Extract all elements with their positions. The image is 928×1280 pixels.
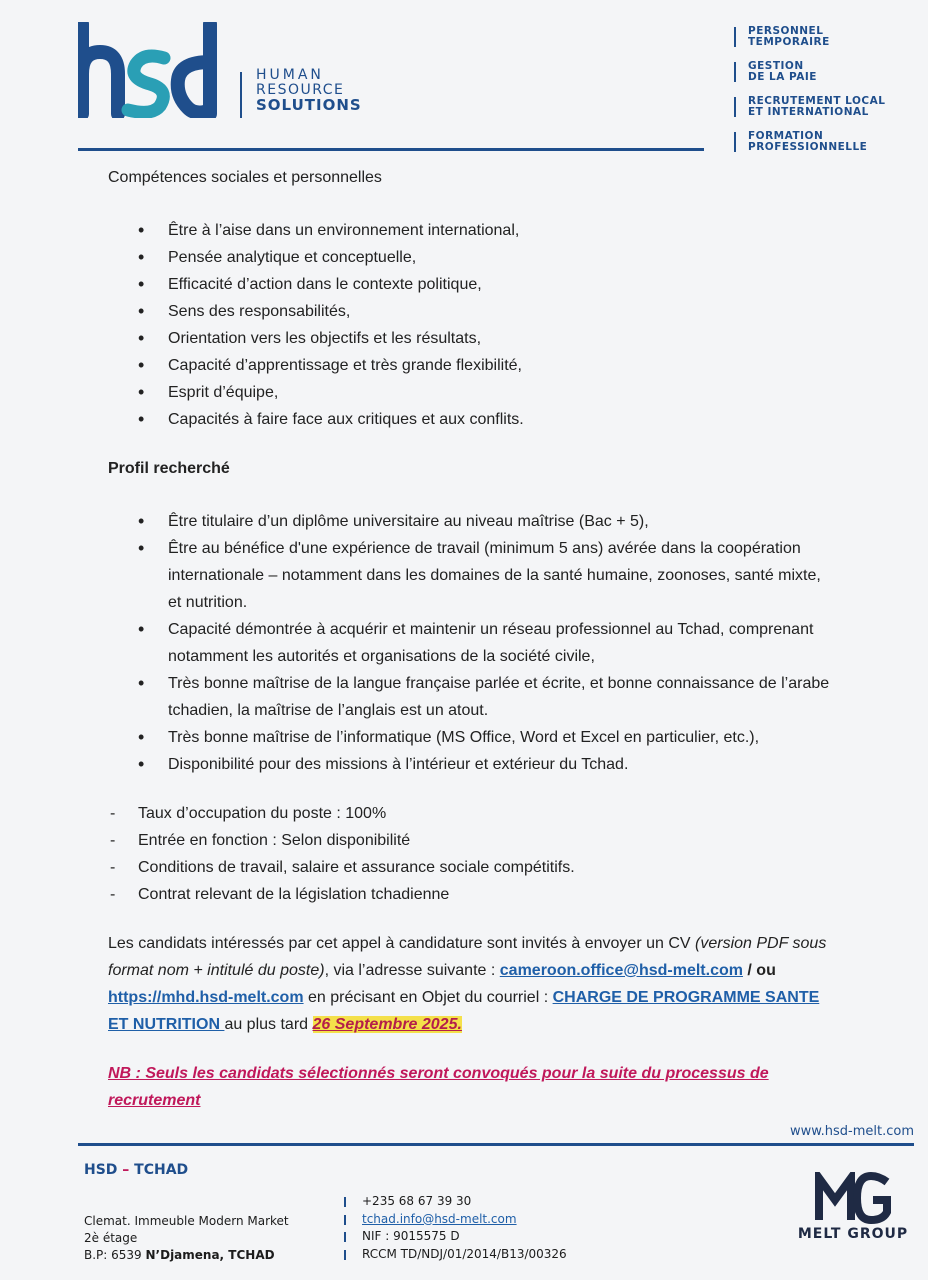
application-url-link[interactable]: https://mhd.hsd-melt.com [108,989,304,1006]
melt-mg-icon [813,1172,893,1224]
address-bp: B.P: 6539 [84,1248,146,1262]
service-recrutement [734,96,914,118]
profil-item: • Très bonne maîtrise de l’informatique (MS Office, Word et Excel en particulier, etc.), [108,724,838,751]
office-name: HSD [84,1162,118,1178]
website-link[interactable]: www.hsd-melt.com [789,1124,914,1139]
services-list [734,26,914,166]
spacer [108,482,838,508]
application-text: au plus tard [224,1016,313,1033]
application-subject: CHARGE DE PROGRAMME SANTE ET NUTRITION [108,989,820,1033]
nb-notice: NB : Seuls les candidats sélectionnés seront convoqués pour la suite du processus de recrutement [108,1065,769,1109]
brand-line-solutions: SOLUTIONS [256,96,362,114]
competences-list [108,217,838,433]
contact-nif: NIF : 9015575 D [344,1228,567,1246]
condition-item: - Taux d’occupation du poste : 100% [108,800,838,827]
melt-group-logo [788,1172,918,1242]
spacer [108,191,838,217]
footer-contacts [344,1193,567,1263]
hsd-logo [78,22,218,118]
profil-title: Profil recherché [108,460,230,477]
logo-separator [240,72,242,118]
service-personnel-temporaire [734,26,914,48]
address-line: Clemat. Immeuble Modern Market [84,1214,289,1228]
spacer [108,908,838,930]
competence-item: • Capacité d’apprentissage et très grande flexibilité, [108,352,838,379]
service-line: FORMATION [748,130,824,142]
contact-rccm: RCCM TD/NDJ/01/2014/B13/00326 [344,1246,567,1264]
service-line: DE LA PAIE [748,71,817,83]
footer-address [84,1213,289,1264]
service-line: PERSONNEL [748,25,824,37]
condition-item: - Conditions de travail, salaire et assurance sociale compétitifs. [108,854,838,881]
service-line: TEMPORAIRE [748,36,830,48]
competence-item: • Sens des responsabilités, [108,298,838,325]
service-line: GESTION [748,60,804,72]
brand-name [256,68,362,113]
condition-item: - Contrat relevant de la législation tchadienne [108,881,838,908]
service-line: RECRUTEMENT LOCAL [748,95,886,107]
competence-item: • Être à l’aise dans un environnement international, [108,217,838,244]
office-separator: – [117,1162,135,1178]
profil-item: • Capacité démontrée à acquérir et maintenir un réseau professionnel au Tchad, comprenant notamment les autorités et organisations de la société civile, [108,616,838,670]
service-line: PROFESSIONNELLE [748,141,868,153]
profil-list [108,508,838,778]
office-country: TCHAD [134,1162,189,1178]
profil-item: • Être au bénéfice d'une expérience de travail (minimum 5 ans) avérée dans la coopération internationale – notamment dans les domaines de la santé humaine, zoonoses, santé mixte, et nutrition. [108,535,838,616]
spacer [108,1038,838,1060]
application-format-note: (version PDF sous format nom + intitulé du poste) [108,935,827,979]
application-email-link[interactable]: cameroon.office@hsd-melt.com [499,962,743,979]
application-paragraph [108,930,838,1038]
application-text: , via l’adresse suivante : [324,962,500,979]
melt-group-name: MELT GROUP [797,1226,909,1242]
letter-body [108,164,838,1114]
header-rule [78,148,704,151]
competence-item: • Pensée analytique et conceptuelle, [108,244,838,271]
spacer [108,778,838,800]
brand-line-human: HUMAN [256,67,324,83]
conditions-list [108,800,838,908]
application-text: / ou [742,962,776,979]
address-line: 2è étage [84,1231,138,1245]
profil-item: • Disponibilité pour des missions à l’intérieur et extérieur du Tchad. [108,751,838,778]
footer-office-title [84,1162,188,1178]
competences-title: Compétences sociales et personnelles [108,169,382,186]
service-line: ET INTERNATIONAL [748,106,869,118]
competence-item: • Orientation vers les objectifs et les résultats, [108,325,838,352]
competence-item: • Capacités à faire face aux critiques et aux conflits. [108,406,838,433]
address-bp-line [84,1247,289,1264]
application-text: en précisant en Objet du courriel : [303,989,553,1006]
competence-item: • Esprit d’équipe, [108,379,838,406]
service-formation [734,131,914,153]
brand-line-resource: RESOURCE [256,82,345,98]
contact-phone: +235 68 67 39 30 [344,1193,567,1211]
address-city: N’Djamena, TCHAD [145,1248,275,1262]
condition-item: - Entrée en fonction : Selon disponibilité [108,827,838,854]
profil-item: • Être titulaire d’un diplôme universitaire au niveau maîtrise (Bac + 5), [108,508,838,535]
competence-item: • Efficacité d’action dans le contexte politique, [108,271,838,298]
profil-item: • Très bonne maîtrise de la langue française parlée et écrite, et bonne connaissance de l’arabe tchadien, la maîtrise de l’anglais est un atout. [108,670,838,724]
application-text: Les candidats intéressés par cet appel à candidature sont invités à envoyer un CV [108,935,696,952]
footer-rule [78,1143,914,1146]
spacer [108,433,838,455]
contact-email-link[interactable]: tchad.info@hsd-melt.com [344,1211,567,1229]
service-gestion-paie [734,61,914,83]
application-deadline: 26 Septembre 2025. [312,1016,462,1033]
